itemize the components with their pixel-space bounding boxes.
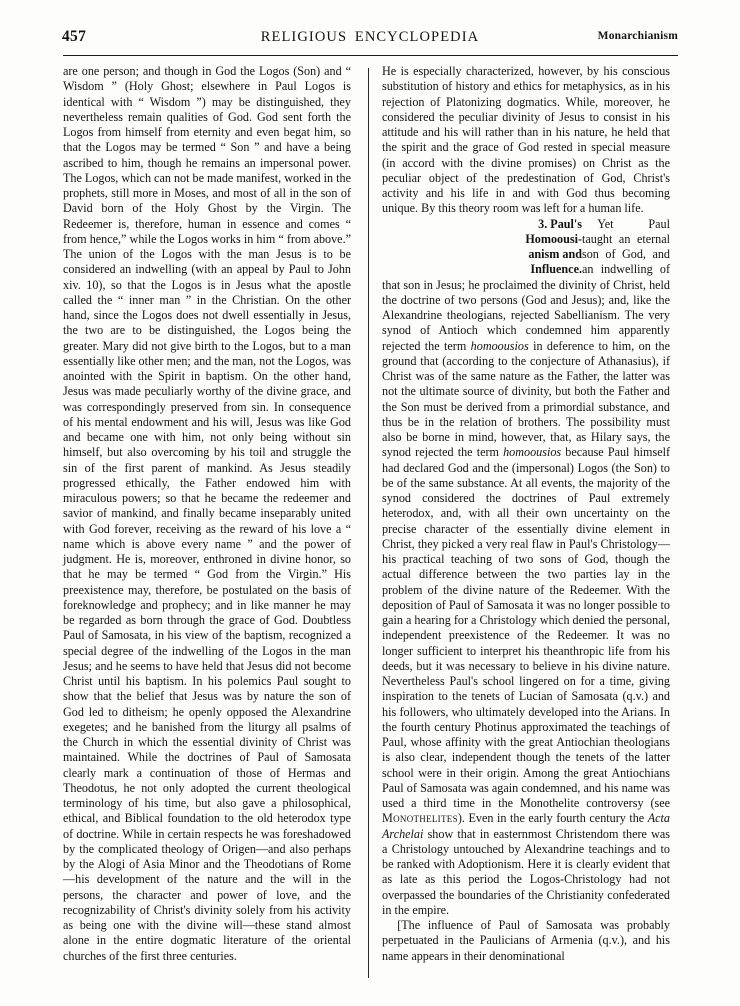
paragraph-2-segment-5: show that in easternmost Christendom there was a Christology untouched by Alexandrine teachings and to be ranked with Adoptionism. Here it is clearly evident that as late as this period the Logos-Christology had not overpassed the boundaries of the Christianity confederated in the empire.	[382, 826, 670, 917]
sidenote-line-2: Homoousi-	[525, 231, 582, 246]
running-head-entry: Monarchianism	[597, 30, 678, 42]
running-head	[62, 28, 678, 48]
paragraph-2-segment-1: Yet Paul taught an eternal son of God, and an indwelling of that son in Jesus; he proclaimed the divinity of Christ, held the doctrine of two persons (God and Jesus); and, like the Alexandrine theologians, rejected Sabellianism. The very synod of Antioch which condemned him apparently rejected the term	[382, 216, 670, 353]
right-column	[382, 64, 670, 964]
sidenote-leading-spacer	[382, 217, 486, 232]
header-horizontal-rule	[63, 55, 678, 56]
right-column-paragraph-2	[382, 217, 670, 919]
left-column	[63, 64, 351, 964]
running-head-title: RELIGIOUS ENCYCLOPEDIA	[260, 29, 480, 45]
sidenote-line-3: anism and	[528, 247, 582, 261]
cross-reference-monothelites: Monothelites	[382, 811, 458, 826]
left-column-paragraph: are one person; and though in God the Logos (Son) and “ Wisdom ” (Holy Ghost; elsewhere in Paul Logos is identical with “ Wisdom ”) may be distinguished, they nevertheless remain qualities of God. God sent forth the Logos from himself from eternity and even begat him, so that the Logos may be termed “ Son ” and have a being ascribed to him, though he remains an impersonal power. The Logos, which can not be made manifest, worked in the prophets, still more in Moses, and most of all in the son of David born of the Holy Ghost by the Virgin. The Redeemer is, therefore, human in essence and comes “ from hence,” while the Logos works in him “ from above.” The union of the Logos with the man Jesus is to be considered an indwelling (with an appeal by Paul to John xiv. 10), so that the Logos is in Jesus what the apostle called the “ inner man ” in the Christian. On the other hand, since the Logos does not dwell essentially in Jesus, the two are to be distinguished, the Logos being the greater. Mary did not give birth to the Logos, but to a man essentially like other men; and the man, not the Logos, was anointed with the Spirit in baptism. On the other hand, Jesus was made peculiarly worthy of the divine grace, and was correspondingly preserved from sin. In consequence of his mental endowment and his will, Jesus was like God and became one with him, not only being without sin himself, but also overcoming by his toil and struggle the sin of the first parent of mankind. As Jesus steadily progressed ethically, the Father endowed him with miraculous powers; so that he became the redeemer and savior of mankind, and finally became inseparably united with God forever, receiving as the reward of his love a “ name which is above every name ” and the power of judgment. He is, moreover, enthroned in divine honor, so that he may be termed “ God from the Virgin.” His preexistence may, therefore, be postulated on the basis of foreknowledge and prophecy; and in like manner he may be regarded as born through the grace of God. Doubtless Paul of Samosata, in his view of the baptism, recognized a special degree of the indwelling of the Logos in the man Jesus; and he seems to have held that Jesus did not become Christ until his baptism. In his polemics Paul sought to show that the belief that Jesus was by nature the son of God led to ditheism; he openly opposed the Alexandrine exegetes; and he banished from the liturgy all psalms of the Church in which the essential divinity of Christ was maintained. While the doctrines of Paul of Samosata clearly mark a continuation of those of Hermas and Theodotus, he not only adopted the current theological terminology of his time, but also gave a philosophical, ethical, and Biblical foundation to the old heterodox type of doctrine. While in certain respects he was foreshadowed by the complicated theology of Origen—and also perhaps by the Alogi of Asia Minor and the Theodotians of Rome—his development of the nature and the will in the persons, the character and power of love, and the recognizability of Christ's divinity solely from his activity as being one with the divine will—these stand almost alone in the entire dogmatic literature of the oriental churches of the first three centuries.	[63, 64, 351, 963]
term-homoousios-first: homoousios	[470, 338, 529, 353]
right-column-paragraph-1: He is especially characterized, however, by his conscious substitution of history and ethics for metaphysics, as in his rejection of Platonizing dogmatics. While, moreover, he considered the peculiar divinity of Jesus to consist in his attitude and his will rather than in his nature, he held that the spirit and the grace of God rested in special measure (in accord with the divine promises) on Christ as the peculiar object of the predestination of God, Christ's activity and his life in and with God thus becoming unique. By this theory room was left for a human life.	[382, 64, 670, 216]
paragraph-2-segment-3: because Paul himself had declared God and the (impersonal) Logos (the Son) to be of the same substance. At all events, the majority of the synod considered the doctrines of Paul extremely heterodox, and, with all their own uncertainty on the precise character of the essentially divine element in Christ, they picked a very real flaw in Paul's Christology—his practical teaching of two sons of God, though the actual difference between the two parties lay in the problem of the divine nature of the Redeemer. With the deposition of Paul of Samosata it was no longer possible to gain a hearing for a Christology which denied the personal, independent preexistence of the Redeemer. It was no longer sufficient to interpret his theanthropic life from his deeds, but it was necessary to believe in his divine nature. Nevertheless Paul's school lingered on for a time, giving inspiration to the tenets of Lucian of Samosata (q.v.) and his followers, who ultimately developed into the Arians. In the fourth century Photinus approximated the teachings of Paul, whose affinity with the great Antiochian theologians is also clear, independent though the tenets of the latter school were in their origin. Among the great Antiochians Paul of Samosata was again condemned, and his name was used a third time in the Monothelite controversy (see	[382, 445, 670, 810]
term-homoousios-second: homoousios	[503, 445, 562, 460]
page-folio-number: 457	[62, 28, 87, 45]
title-acta-archelai: Acta Archelai	[382, 811, 670, 841]
paragraph-2-segment-4: ). Even in the early fourth century the	[457, 811, 648, 826]
paragraph-2-segment-2: in deference to him, on the ground that (according to the conjecture of Athanasius), if Christ was of the same nature as the Father, the latter was not the ultimate source of divinity, but both the Father and the Son must be derived from a primordial substance, and thus be in the relation of brothers. The possibility must also be borne in mind, however, that, as Hilary says, the synod rejected the term	[382, 338, 670, 460]
sidenote-line-4: Influence.	[530, 262, 582, 277]
right-column-paragraph-3: [The influence of Paul of Samosata was probably perpetuated in the Paulicians of Armenia (q.v.), and his name appears in their denominational	[382, 918, 670, 963]
sidenote-line-1: 3. Paul's	[538, 216, 582, 231]
section-sidenote-heading	[486, 217, 590, 278]
two-column-body	[63, 64, 678, 984]
column-divider-rule	[368, 68, 369, 978]
